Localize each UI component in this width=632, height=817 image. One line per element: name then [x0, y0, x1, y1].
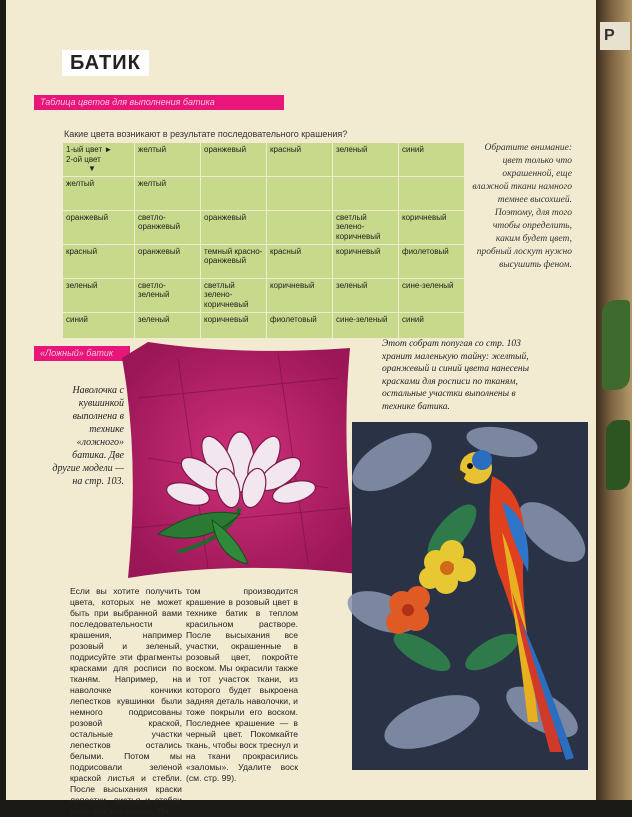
false-batik-band: «Ложный» батик	[34, 346, 130, 361]
table-cell	[333, 176, 399, 210]
table-cell: светло-зеленый	[135, 278, 201, 312]
table-section-band: Таблица цветов для выполнения батика	[34, 95, 284, 110]
row-label: зеленый	[63, 278, 135, 312]
table-cell: сине-зеленый	[399, 278, 465, 312]
row-label: желтый	[63, 176, 135, 210]
pillow-caption: Наволочка с кувшинкой выполнена в технике «ложного» батика. Две другие модели — на стр. 103.	[52, 385, 124, 487]
magazine-page	[6, 0, 596, 816]
table-question: Какие цвета возникают в результате последовательного крашения?	[64, 129, 348, 139]
table-cell: синий	[399, 312, 465, 338]
table-cell: зеленый	[135, 312, 201, 338]
table-cell: коричневый	[399, 210, 465, 244]
table-row	[63, 244, 465, 278]
table-cell: коричневый	[267, 278, 333, 312]
table-cell: желтый	[135, 176, 201, 210]
page-title: БАТИК	[62, 50, 149, 76]
second-color-label: 2-ой цвет	[66, 154, 101, 164]
table-header-cell: синий	[399, 143, 465, 177]
color-table	[62, 142, 465, 339]
table-cell: светлый зелено-коричневый	[333, 210, 399, 244]
table-header-cell: желтый	[135, 143, 201, 177]
table-row	[63, 176, 465, 210]
table-row	[63, 312, 465, 338]
table-cell: коричневый	[333, 244, 399, 278]
table-cell: светлый зелено-коричневый	[201, 278, 267, 312]
table-cell	[399, 176, 465, 210]
row-label: красный	[63, 244, 135, 278]
table-cell	[267, 210, 333, 244]
table-header-cell: зеленый	[333, 143, 399, 177]
row-label: синий	[63, 312, 135, 338]
facing-page-letter: Р	[600, 22, 630, 50]
wet-fabric-note: Обратите внимание: цвет только что окрашенной, еще влажной ткани намного темнее высохшей. Поэтому, для того чтобы определить, каким будет цвет, пробный лоскут нужно высушить феном.	[472, 143, 572, 270]
leaf-decoration	[606, 420, 630, 490]
table-cell: красный	[267, 244, 333, 278]
table-cell: коричневый	[201, 312, 267, 338]
parrot-caption: Этот собрат попугая со стр. 103 хранит маленькую тайну: желтый, оранжевый и синий цвета нанесены красками для росписи по тканям, остальные участки выполнены в технике батика.	[382, 339, 530, 412]
table-cell: светло-оранжевый	[135, 210, 201, 244]
table-corner	[63, 143, 135, 177]
leaf-decoration	[602, 300, 630, 390]
table-cell	[201, 176, 267, 210]
table-cell: сине-зеленый	[333, 312, 399, 338]
table-header-cell: оранжевый	[201, 143, 267, 177]
pillow-photo	[118, 338, 364, 584]
facing-page-edge	[596, 0, 632, 800]
table-cell: зеленый	[333, 278, 399, 312]
body-text-column-1: Если вы хотите получить цвета, которых не может быть при выбранной вами последовательности крашения, например розовый и зеленый, подрисуйте эти фрагменты красками для росписи по тканям. Например, на наволочке кончики лепестков кувшинки были немного подрисованы розовой краской, остальные участки лепестков остались белыми. Потом мы подрисовали зеленой краской листья и стебли. После высыхания краски лепестки, листья и стебли покрываются воском. По-	[70, 586, 182, 816]
table-cell: темный красно-оранжевый	[201, 244, 267, 278]
table-row	[63, 210, 465, 244]
arrow-down-icon: ▼	[88, 164, 96, 173]
table-row	[63, 278, 465, 312]
parrot-batik-photo	[352, 422, 588, 770]
table-cell: фиолетовый	[399, 244, 465, 278]
table-cell: оранжевый	[201, 210, 267, 244]
body-text-column-2: том производится крашение в розовый цвет в технике батик в теплом красильном растворе. После высыхания все участки, окрашенные в розовый цвет, покройте воском. Мы окрасили также и тот участок ткани, из которого будет выкроена задняя деталь наволочки, и тоже покрыли его воском. Последнее крашение — в черный цвет. Покомкайте ткань, чтобы воск треснул и на ткани прокрасились «заломы». Удалите воск (см. стр. 99).	[186, 586, 298, 783]
table-cell: фиолетовый	[267, 312, 333, 338]
table-header-row	[63, 143, 465, 177]
row-label: оранжевый	[63, 210, 135, 244]
table-cell: оранжевый	[135, 244, 201, 278]
table-header-cell: красный	[267, 143, 333, 177]
table-cell	[267, 176, 333, 210]
first-color-label: 1-ый цвет ►	[66, 145, 113, 154]
